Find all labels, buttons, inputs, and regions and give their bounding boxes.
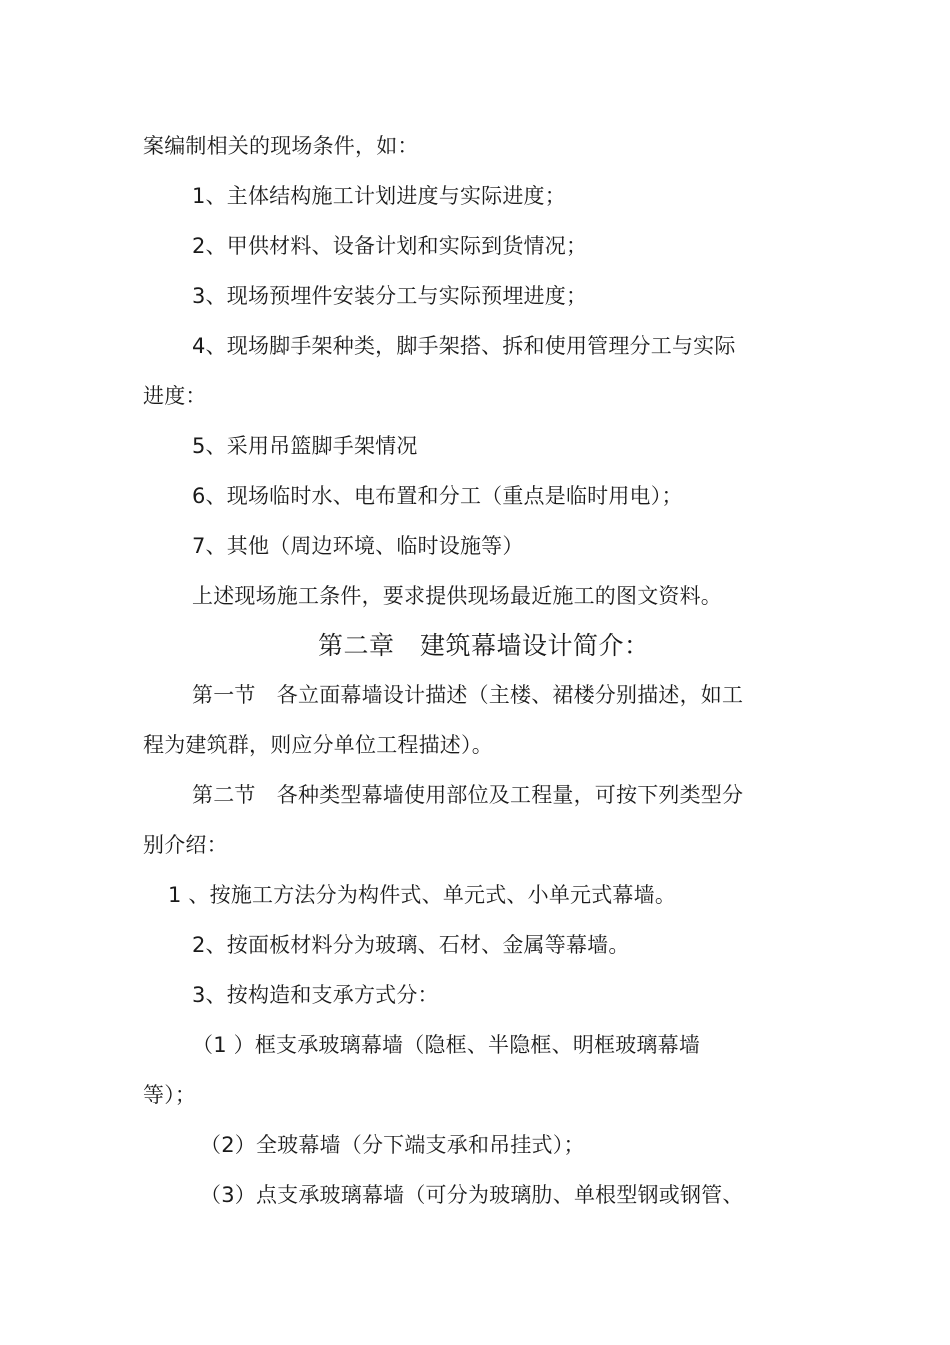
chapter-heading: 第二章 建筑幕墙设计简介： <box>318 631 650 660</box>
list-item-2: 2、甲供材料、设备计划和实际到货情况； <box>192 234 588 258</box>
subtype-item-3: （3）点支承玻璃幕墙（可分为玻璃肋、单根型钢或钢管、 <box>200 1183 744 1207</box>
type-item-3: 3、按构造和支承方式分： <box>192 983 439 1007</box>
list-item-4-continued: 进度： <box>143 384 207 408</box>
section-2-continued: 别介绍： <box>143 833 228 857</box>
list-item-6: 6、现场临时水、电布置和分工（重点是临时用电）； <box>192 484 683 508</box>
section-1-heading: 第一节 各立面幕墙设计描述（主楼、裙楼分别描述，如工 <box>192 683 744 707</box>
list-item-5: 5、采用吊篮脚手架情况 <box>192 434 418 458</box>
list-item-1: 1、主体结构施工计划进度与实际进度； <box>192 184 566 208</box>
section-2-heading: 第二节 各种类型幕墙使用部位及工程量，可按下列类型分 <box>192 783 744 807</box>
list-item-7: 7、其他（周边环境、临时设施等） <box>192 534 524 558</box>
text-line-intro: 案编制相关的现场条件，如： <box>143 134 419 158</box>
subtype-item-1-continued: 等）； <box>143 1083 197 1107</box>
list-item-3: 3、现场预埋件安装分工与实际预埋进度； <box>192 284 588 308</box>
type-item-2: 2、按面板材料分为玻璃、石材、金属等幕墙。 <box>192 933 630 957</box>
summary-line: 上述现场施工条件，要求提供现场最近施工的图文资料。 <box>192 584 722 608</box>
subtype-item-1: （1 ）框支承玻璃幕墙（隐框、半隐框、明框玻璃幕墙 <box>192 1033 701 1057</box>
subtype-item-2: （2）全玻幕墙（分下端支承和吊挂式）； <box>200 1133 585 1157</box>
list-item-4: 4、现场脚手架种类，脚手架搭、拆和使用管理分工与实际 <box>192 334 736 358</box>
type-item-1: 1 、按施工方法分为构件式、单元式、小单元式幕墙。 <box>168 883 677 907</box>
section-1-continued: 程为建筑群，则应分单位工程描述）。 <box>143 733 493 757</box>
